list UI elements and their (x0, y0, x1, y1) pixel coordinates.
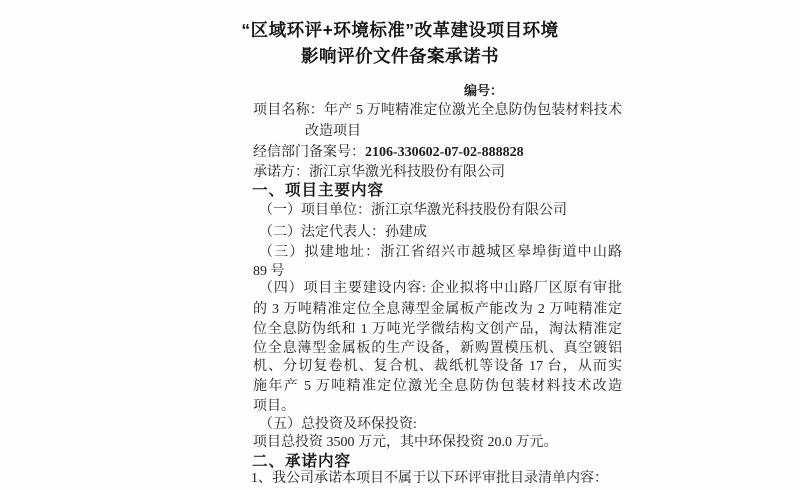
record-number-value: 2106-330602-07-02-888828 (365, 145, 524, 160)
item-3-address-line-1: （三）拟建地址：浙江省绍兴市越城区皋埠街道中山路 (259, 245, 622, 260)
item-4-content-line-6: 施年产 5 万吨精准定位激光全息防伪包装材料技术改造 (253, 379, 622, 394)
investment-detail-line: 项目总投资 3500 万元，其中环保投资 20.0 万元。 (253, 435, 558, 450)
record-number-label: 经信部门备案号： (253, 145, 365, 160)
record-number-line (253, 145, 524, 161)
project-name-line-1: 项目名称：年产 5 万吨精准定位激光全息防伪包装材料技术 (253, 103, 622, 118)
item-4-content-line-7: 项目。 (253, 399, 295, 414)
item-4-content-line-2: 的 3 万吨精准定位全息薄型金属板产能改为 2 万吨精准定 (253, 302, 622, 317)
doc-title-line-2: 影响评价文件备案承诺书 (301, 46, 499, 66)
project-name-line-2: 改造项目 (305, 124, 361, 139)
item-4-content-line-3: 位全息防伪纸和 1 万吨光学微结构文创产品，淘汰精准定 (253, 322, 622, 337)
doc-number-label: 编号： (464, 83, 504, 98)
item-4-content-line-1: （四）项目主要建设内容: 企业拟将中山路厂区原有审批 (259, 281, 622, 296)
item-5-investment-heading: （五）总投资及环保投资: (259, 417, 417, 432)
item-3-address-line-2: 89 号 (253, 264, 285, 279)
commitment-item-1: 1、我公司承诺本项目不属于以下环评审批目录清单内容： (251, 471, 608, 486)
promisor-line: 承诺方：浙江京华激光科技股份有限公司 (253, 165, 505, 180)
item-4-content-line-4: 位全息薄型金属板的生产设备，新购置模压机、真空镀铝 (253, 341, 622, 356)
item-1-project-unit: （一）项目单位：浙江京华激光科技股份有限公司 (259, 203, 567, 218)
section-2-heading: 二、承诺内容 (252, 453, 352, 470)
doc-title-line-1: “区域环评+环境标准”改革建设项目环境 (241, 20, 559, 40)
section-1-heading: 一、项目主要内容 (252, 182, 385, 199)
item-4-content-line-5: 机、分切复卷机、复合机、裁纸机等设备 17 台，从而实 (253, 359, 622, 374)
item-2-legal-representative: （二）法定代表人：孙建成 (259, 225, 427, 240)
